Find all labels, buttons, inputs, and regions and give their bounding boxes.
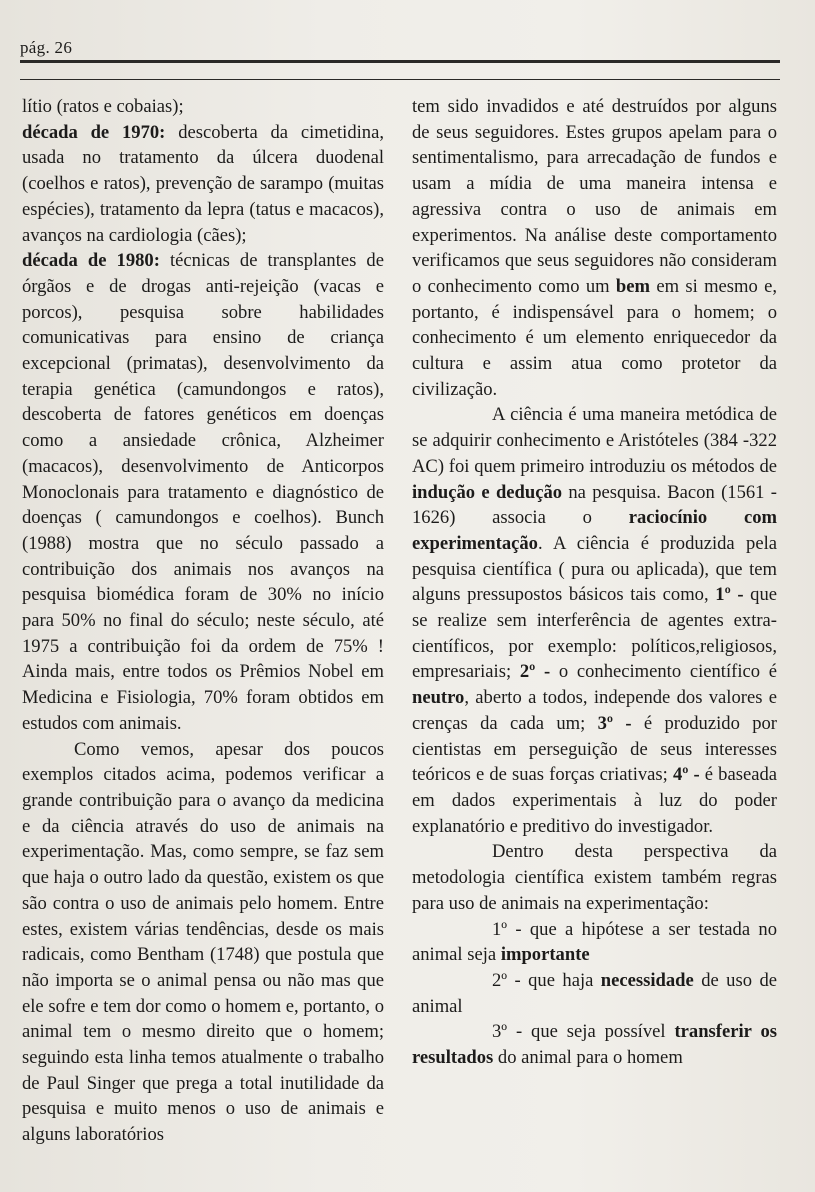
paragraph: tem sido invadidos e até destruídos por alguns de seus seguidores. Estes grupos apelam para o sentimentalismo, para arrecadação de fundos e usam a mídia de uma maneira intensa e agressiva contra o uso de animais em experimentos. Na análise deste comportamento verificamos que seus seguidores não consideram o conhecimento como um bem em si mesmo e, portanto, é indispensável para o homem; o conhecimento é um elemento enriquecedor da cultura e assim atua como protetor da civilização. — [412, 96, 778, 400]
paragraph: A ciência é uma maneira metódica de se adquirir conhecimento e Aristóteles (384 -322 AC) foi quem primeiro introduziu os métodos de indução e dedução na pesquisa. Bacon (1561 - 1626) associa o raciocínio com experimentação. A ciência é produzida pela pesquisa científica ( pura ou aplicada), que tem alguns pressupostos básicos tais como, 1º - que se realize sem interferência de agentes extra-científicos, por exemplo: políticos,religiosos, empresariais; 2º - o conhecimento científico é neutro, aberto a todos, independe dos valores e crenças da cada um; 3º - é produzido por cientistas em perseguição de seus interesses teóricos e de suas forças criativas; 4º - é baseada em dados experimentais à luz do poder explanatório e preditivo do investigador. — [412, 404, 778, 837]
paragraph: década de 1970: descoberta da cimetidina, usada no tratamento da úlcera duodenal (coelhos e ratos), prevenção de sarampo (muitas espécies), tratamento da lepra (tatus e macacos), avanços na cardiologia (cães); — [22, 121, 384, 246]
header-rule-thin — [20, 79, 780, 80]
paragraph: Como vemos, apesar dos poucos exemplos citados acima, podemos verificar a grande contribuição para o avanço da medicina e da ciência através do uso de animais na experimentação. Mas, como sempre, se faz sem que haja o outro lado da questão, existem os que são contra o uso de animais pelo homem. Entre estes, existem várias tendências, desde os mais radicais, como Bentham (1748) que postula que não importa se o animal pensa ou não mas que ele sofre e tem dor como o homem e, portanto, o animal tem o mesmo direito que o homem; seguindo esta linha temos atualmente o trabalho de Paul Singer que prega a total inutilidade da pesquisa e muito menos o uso de animais e alguns laboratórios — [22, 738, 384, 1146]
page-number: pág. 26 — [20, 38, 73, 57]
paragraph: Dentro desta perspectiva da metodologia científica existem também regras para uso de animais na experimentação: — [412, 841, 777, 914]
paragraph: década de 1980: técnicas de transplantes de órgãos e de drogas anti-rejeição (vacas e porcos), pesquisa sobre habilidades comunicativas para ensino de criança excepcional (primatas), desenvolvimento da terapia genética (camundongos e ratos), descoberta de fatores genéticos em doenças como a ansiedade crônica, Alzheimer (macacos), desenvolvimento de Anticorpos Monoclonais para tratamento e diagnóstico de doenças ( camundongos e coelhos). Bunch (1988) mostra que no século passado a contribuição dos animais nos avanços na pesquisa biomédica foram de 30% no início para 50% no final do século; neste século, até 1975 a contribuição foi da ordem de 75% ! Ainda mais, entre todos os Prêmios Nobel em Medicina e Fisiologia, 70% foram obtidos em estudos com animais. — [22, 250, 384, 734]
right-column — [412, 94, 777, 1071]
header-rule-thick — [20, 60, 780, 63]
rule-item: 2º - que haja necessidade de uso de animal — [412, 969, 777, 1017]
paragraph: lítio (ratos e cobaias); — [22, 96, 184, 117]
rule-item: 1º - que a hipótese a ser testada no animal seja importante — [412, 918, 777, 966]
left-column — [22, 94, 384, 1148]
rule-item: 3º - que seja possível transferir os resultados do animal para o homem — [412, 1021, 778, 1069]
